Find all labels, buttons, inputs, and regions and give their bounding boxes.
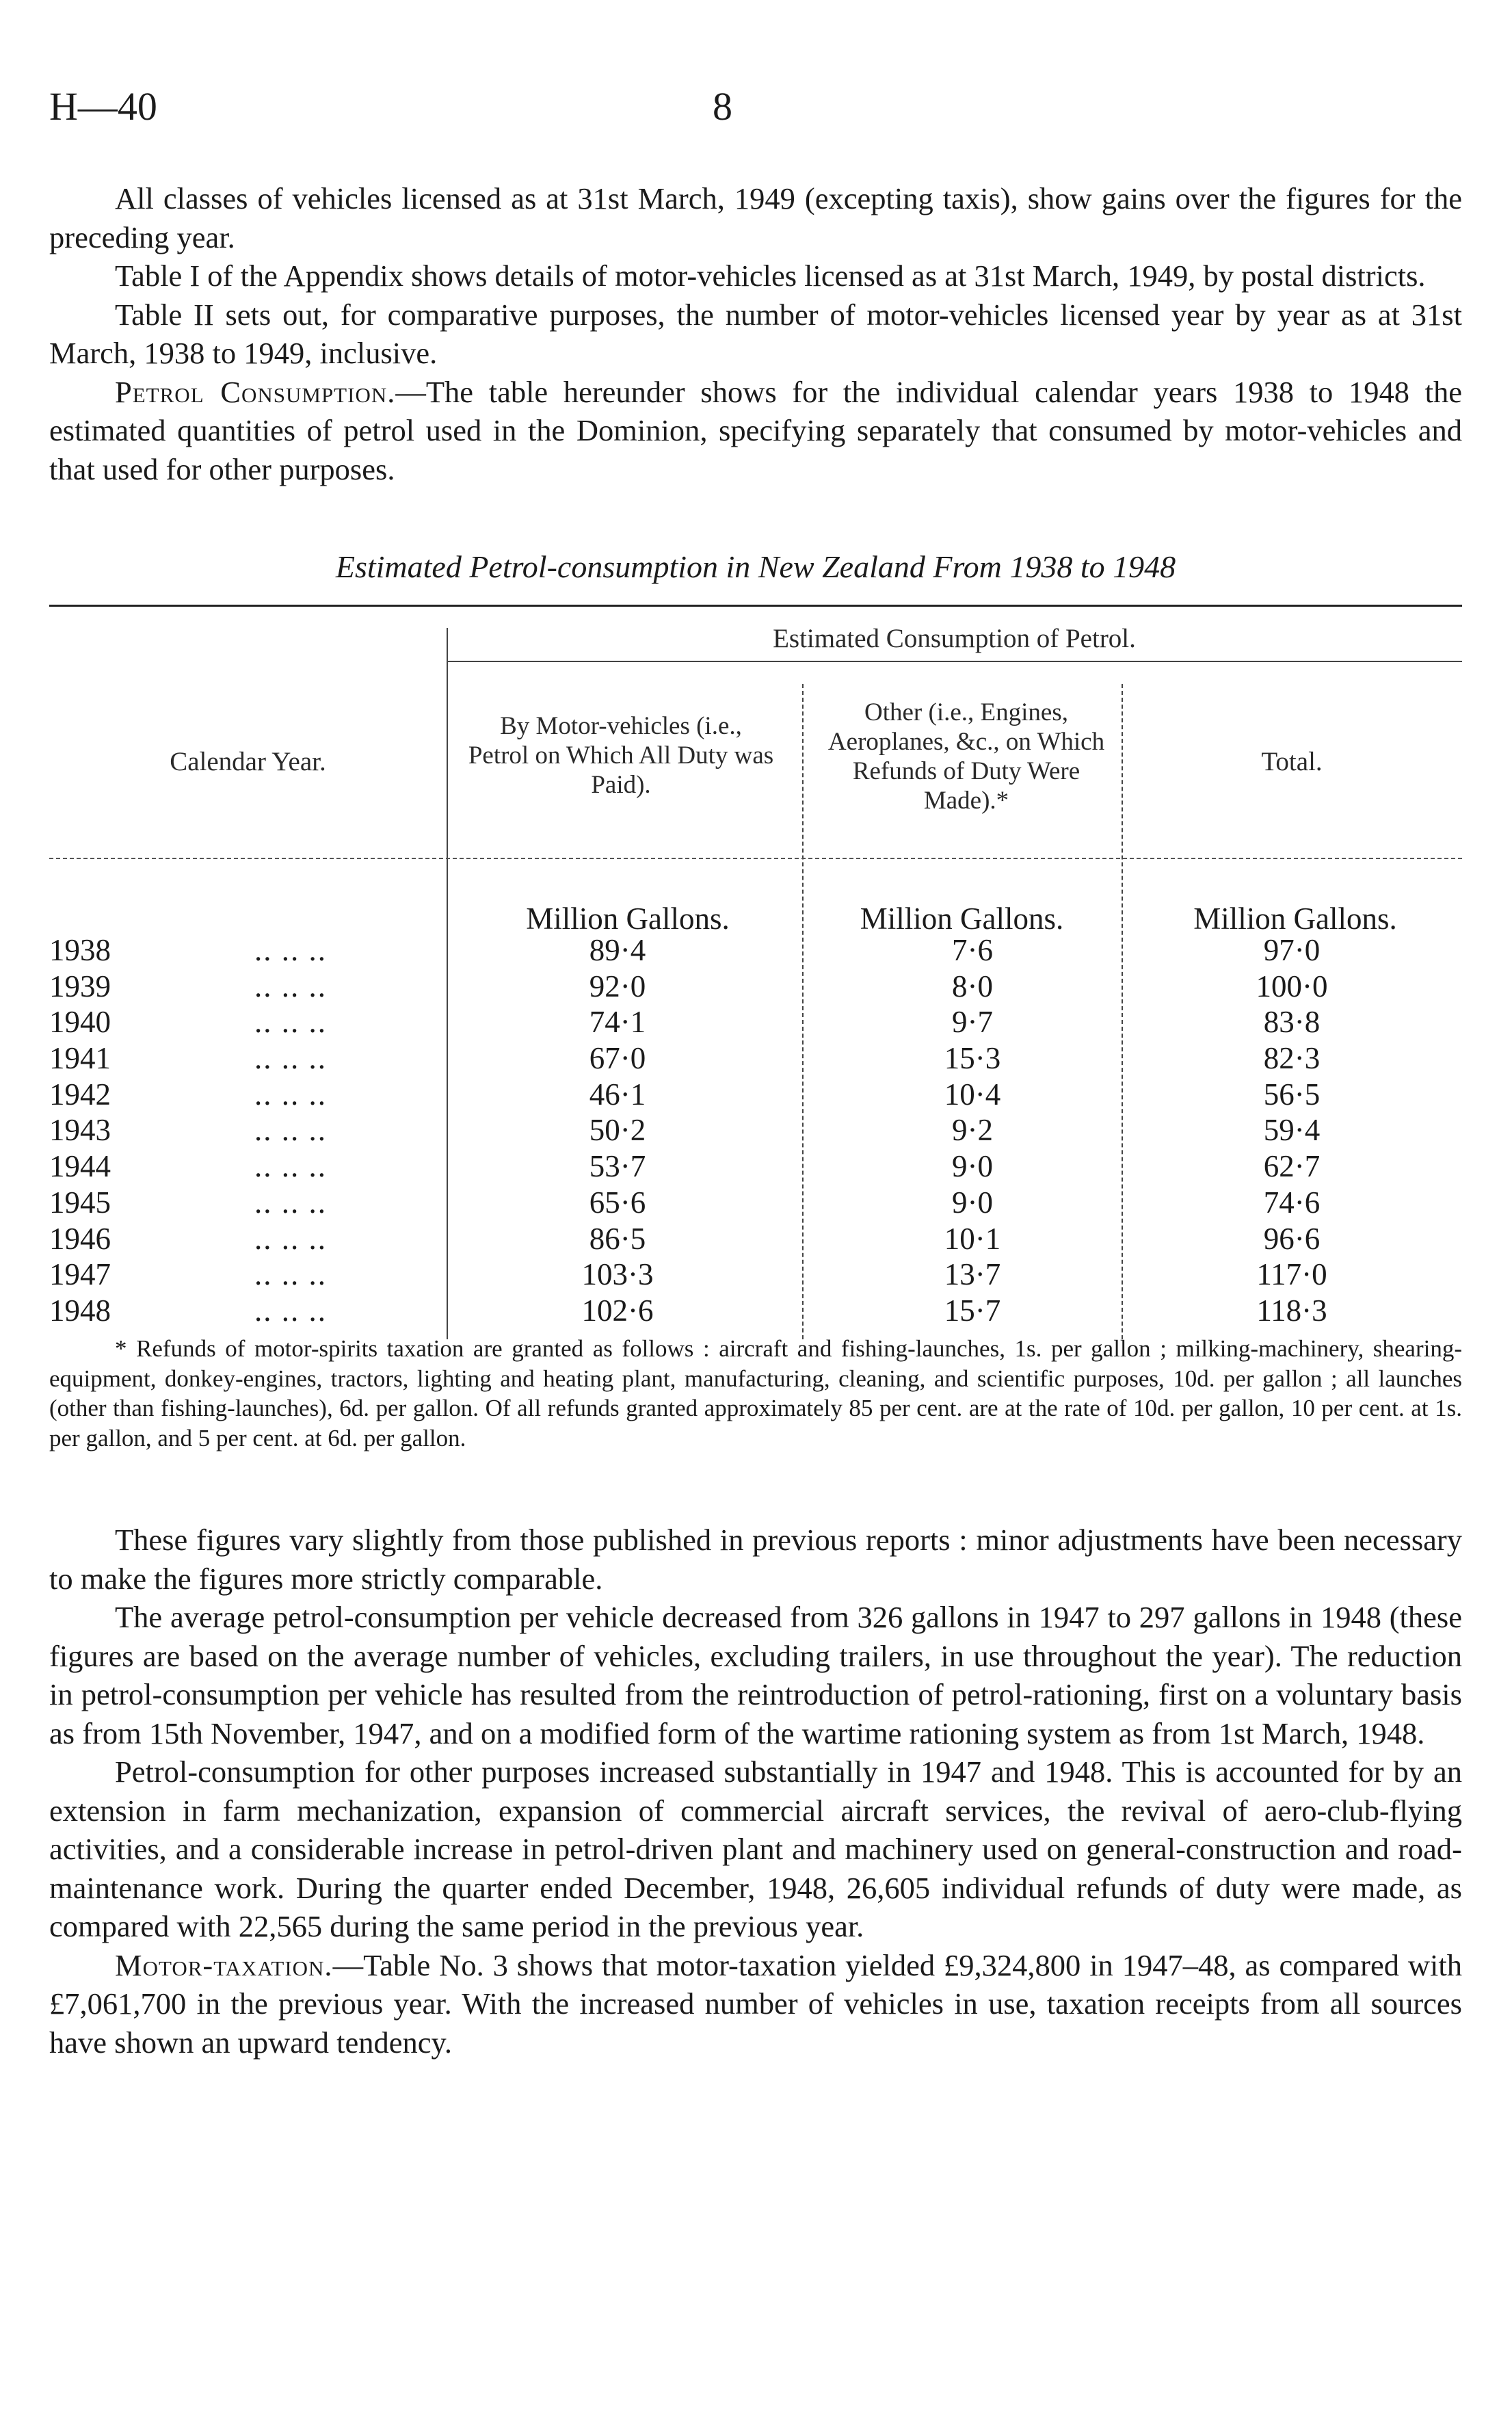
table-row [49,1221,1462,1257]
table-row [49,1040,1462,1077]
row-leader: .. .. .. [254,1041,327,1076]
intro-paragraph-3: Table II sets out, for comparative purposes, the number of motor-vehicles licensed year by year as at 31st March, 1938 to 1949, inclusive. [49,297,1462,370]
table-footnote [49,1334,1462,1453]
row-year: 1940 [49,1005,111,1040]
row-year: 1945 [49,1185,111,1220]
row-motor-value: 46·1 [589,1077,646,1112]
petrol-consumption-paragraph [49,373,1462,489]
page-number: 8 [713,84,732,129]
row-other-value: 10·4 [944,1077,1001,1112]
row-year: 1941 [49,1041,111,1076]
col-header-motor: By Motor-vehicles (i.e., Petrol on Which All Duty was Paid). [468,712,774,799]
row-leader: .. .. .. [254,1149,327,1184]
row-leader: .. .. .. [254,969,327,1003]
row-year: 1946 [49,1221,111,1256]
table-row [49,1004,1462,1040]
row-other-value: 8·0 [952,969,993,1003]
row-total-value: 118·3 [1256,1293,1327,1328]
row-total-value: 100·0 [1256,969,1328,1003]
row-leader: .. .. .. [254,1185,327,1220]
col-header-other: Other (i.e., Engines, Aeroplanes, &c., on Which Refunds of Duty Were Made).* [827,698,1105,815]
row-total-value: 97·0 [1263,933,1321,967]
intro-paragraph-2: Table I of the Appendix shows details of motor-vehicles licensed as at 31st March, 1949, by postal districts. [115,259,1426,293]
row-year: 1938 [49,933,111,967]
table-title: Estimated Petrol-consumption in New Zealand From 1938 to 1948 [335,549,1176,584]
body-paragraph-1: These figures vary slightly from those published in previous reports : minor adjustments have been necessary to make the figures more strictly comparable. [49,1523,1462,1596]
row-total-value: 74·6 [1263,1185,1321,1220]
table-row [49,1257,1462,1293]
row-year: 1939 [49,969,111,1003]
body-paragraph-2: The average petrol-consumption per vehicle decreased from 326 gallons in 1947 to 297 gallons in 1948 (these figures are based on the average number of vehicles, excluding trailers, in use throughout the year). The reduction in petrol-consumption per vehicle has resulted from the reintroduction of petrol-rationing, first on a voluntary basis as from 15th November, 1947, and on a modified form of the wartime rationing system as from 1st March, 1948. [49,1600,1462,1750]
report-reference: H—40 [49,84,157,129]
intro-paragraph-1: All classes of vehicles licensed as at 31st March, 1949 (excepting taxis), show gains over the figures for the preceding year. [49,181,1462,254]
table-body [49,932,1462,1329]
page-header [49,83,1462,138]
row-leader: .. .. .. [254,1221,327,1256]
row-year: 1944 [49,1149,111,1184]
row-other-value: 10·1 [944,1221,1001,1256]
row-year: 1947 [49,1257,111,1292]
row-leader: .. .. .. [254,1293,327,1328]
row-other-value: 15·3 [944,1041,1001,1076]
row-motor-value: 89·4 [589,933,646,967]
table-row [49,932,1462,969]
col-header-total: Total. [1261,747,1323,776]
row-motor-value: 67·0 [589,1041,646,1076]
row-other-value: 15·7 [944,1293,1001,1328]
motor-taxation-text: —Table No. 3 shows that motor-taxation yielded £9,324,800 in 1947–48, as compared with £7,061,700 in the previous year. With the increased number of vehicles in use, taxation receipts from all sources have shown an upward tendency. [49,1947,1462,2060]
petrol-consumption-heading: Petrol Consumption. [115,374,396,409]
table-row [49,1185,1462,1221]
motor-taxation-paragraph [49,1946,1462,2062]
row-total-value: 117·0 [1256,1257,1327,1292]
discussion-section [49,1521,1462,2062]
row-motor-value: 92·0 [589,969,646,1003]
row-other-value: 9·0 [952,1185,993,1220]
row-motor-value: 103·3 [581,1257,654,1292]
table-row [49,1293,1462,1329]
row-motor-value: 50·2 [589,1113,646,1148]
row-leader: .. .. .. [254,1005,327,1040]
row-total-value: 59·4 [1263,1113,1321,1148]
body-paragraph-3: Petrol-consumption for other purposes increased substantially in 1947 and 1948. This is accounted for by an extension in farm mechanization, expansion of commercial aircraft services, the revival of aero-club-flying activities, and a considerable increase in petrol-driven plant and machinery used on general-construction and road-maintenance work. During the quarter ended December, 1948, 26,605 individual refunds of duty were made, as compared with 22,565 during the same period in the previous year. [49,1755,1462,1943]
row-total-value: 82·3 [1263,1041,1321,1076]
row-motor-value: 74·1 [589,1005,646,1040]
row-motor-value: 53·7 [589,1149,646,1184]
group-header-rule [447,661,1462,662]
footnote-text: * Refunds of motor-spirits taxation are granted as follows : aircraft and fishing-launches, 1s. per gallon ; milking-machinery, shearing-equipment, donkey-engines, tractors, lighting and heating plant, manufacturing, cleaning, and scientific purposes, 10d. per gallon ; all launches (other than fishing-launches), 6d. per gallon. Of all refunds granted approximately 85 per cent. are at the rate of 10d. per gallon, 10 per cent. at 1s. per gallon, and 5 per cent. at 6d. per gallon. [49,1335,1462,1451]
motor-taxation-heading: Motor-taxation. [115,1947,333,1982]
header-bottom-rule [49,858,1462,859]
row-total-value: 56·5 [1263,1077,1321,1112]
row-leader: .. .. .. [254,1257,327,1292]
row-total-value: 96·6 [1263,1221,1321,1256]
row-other-value: 9·2 [952,1113,993,1148]
row-year: 1943 [49,1113,111,1148]
col-header-year: Calendar Year. [170,747,326,776]
row-leader: .. .. .. [254,1077,327,1112]
row-year: 1942 [49,1077,111,1112]
row-motor-value: 102·6 [581,1293,654,1328]
unit-other: Million Gallons. [860,902,1064,936]
table-row [49,1112,1462,1148]
row-other-value: 9·0 [952,1149,993,1184]
row-total-value: 62·7 [1263,1149,1321,1184]
group-header: Estimated Consumption of Petrol. [773,624,1136,653]
row-leader: .. .. .. [254,933,327,967]
row-motor-value: 65·6 [589,1185,646,1220]
row-other-value: 7·6 [952,933,993,967]
table-row [49,969,1462,1005]
row-year: 1948 [49,1293,111,1328]
table-top-rule [49,605,1462,607]
row-other-value: 13·7 [944,1257,1001,1292]
row-motor-value: 86·5 [589,1221,646,1256]
row-other-value: 9·7 [952,1005,993,1040]
row-leader: .. .. .. [254,1113,327,1148]
table-row [49,1077,1462,1113]
petrol-consumption-text: —The table hereunder shows for the individual calendar years 1938 to 1948 the estimated quantities of petrol used in the Dominion, specifying separately that consumed by motor-vehicles and that used for other purposes. [49,374,1462,486]
unit-motor: Million Gallons. [526,902,730,936]
intro-section [49,179,1462,488]
table-row [49,1148,1462,1185]
unit-total: Million Gallons. [1193,902,1397,936]
row-total-value: 83·8 [1263,1005,1321,1040]
